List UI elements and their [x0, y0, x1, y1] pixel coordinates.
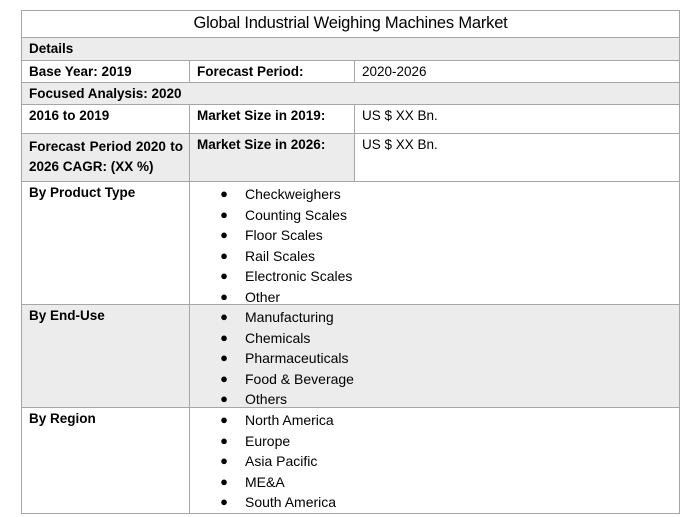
bullet-icon: ●	[220, 268, 228, 283]
bullet-icon: ●	[220, 453, 228, 468]
details-label: Details	[29, 41, 74, 56]
list-item	[218, 328, 673, 349]
list-item-text: Electronic Scales	[245, 268, 353, 284]
list-item	[218, 410, 673, 431]
details-row	[22, 38, 679, 61]
list-item-text: Asia Pacific	[245, 453, 318, 469]
base-year-row	[22, 61, 679, 83]
end-use-list	[218, 307, 673, 410]
list-item	[218, 492, 673, 513]
bullet-icon: ●	[220, 288, 228, 304]
list-item	[218, 205, 673, 226]
bullet-icon: ●	[220, 350, 228, 365]
list-item-text: Chemicals	[245, 329, 311, 346]
bullet-icon: ●	[220, 309, 228, 324]
list-item-text: North America	[245, 412, 334, 428]
list-item-text: Rail Scales	[245, 247, 316, 264]
product-type-list	[218, 184, 673, 307]
end-use-list-cell	[190, 305, 679, 407]
list-item-text: Pharmaceuticals	[245, 350, 349, 366]
bullet-icon: ●	[220, 227, 228, 242]
cagr-cell: Forecast Period 2020 to 2026 CAGR: (XX %)	[22, 134, 190, 181]
list-item	[218, 287, 673, 308]
segment-label-region: By Region	[22, 408, 190, 513]
list-item	[218, 431, 673, 452]
list-item	[218, 472, 673, 493]
region-list	[218, 410, 673, 513]
list-item-text: Checkweighers	[245, 186, 341, 202]
list-item	[218, 389, 673, 410]
historical-row	[22, 105, 679, 134]
segment-label-end-use: By End-Use	[22, 305, 190, 407]
segment-label-product-type: By Product Type	[22, 182, 190, 304]
list-item-text: Floor Scales	[245, 227, 323, 243]
bullet-icon: ●	[220, 247, 228, 263]
list-item	[218, 246, 673, 267]
bullet-icon: ●	[220, 186, 228, 201]
bullet-icon: ●	[220, 494, 228, 509]
list-item	[218, 266, 673, 287]
list-item	[218, 369, 673, 390]
forecast-period-label: Forecast Period:	[190, 61, 355, 82]
market-size-2026-value: US $ XX Bn.	[362, 137, 438, 152]
forecast-period-value: 2020-2026	[362, 64, 427, 79]
focused-analysis-row	[22, 83, 679, 105]
list-item	[218, 348, 673, 369]
bullet-icon: ●	[220, 206, 228, 222]
product-type-list-cell	[190, 182, 679, 304]
list-item-text: South America	[245, 494, 337, 510]
list-item	[218, 225, 673, 246]
historical-cell: 2016 to 2019	[22, 105, 190, 133]
region-list-cell	[190, 408, 679, 513]
bullet-icon: ●	[220, 370, 228, 386]
list-item-text: Others	[245, 391, 288, 407]
list-item	[218, 451, 673, 472]
market-size-2026-label: Market Size in 2026:	[190, 134, 355, 181]
cagr-row	[22, 134, 679, 182]
market-size-2019-label: Market Size in 2019:	[190, 105, 355, 133]
list-item-text: Europe	[245, 432, 291, 449]
list-item	[218, 307, 673, 328]
list-item	[218, 184, 673, 205]
product-type-row	[22, 182, 679, 305]
bullet-icon: ●	[220, 412, 228, 427]
market-summary-table	[21, 10, 680, 514]
list-item-text: Manufacturing	[245, 309, 334, 325]
bullet-icon: ●	[220, 329, 228, 345]
market-size-2019-value: US $ XX Bn.	[362, 108, 438, 123]
table-title: Global Industrial Weighing Machines Market	[22, 11, 679, 38]
list-item-text: ME&A	[245, 473, 285, 490]
list-item-text: Counting Scales	[245, 206, 347, 223]
end-use-row	[22, 305, 679, 408]
bullet-icon: ●	[220, 391, 228, 406]
bullet-icon: ●	[220, 432, 228, 448]
list-item-text: Food & Beverage	[245, 370, 354, 387]
list-item-text: Other	[245, 288, 281, 305]
bullet-icon: ●	[220, 473, 228, 489]
region-row	[22, 408, 679, 513]
base-year-cell: Base Year: 2019	[22, 61, 190, 82]
focused-analysis-cell: Focused Analysis: 2020	[29, 86, 182, 101]
